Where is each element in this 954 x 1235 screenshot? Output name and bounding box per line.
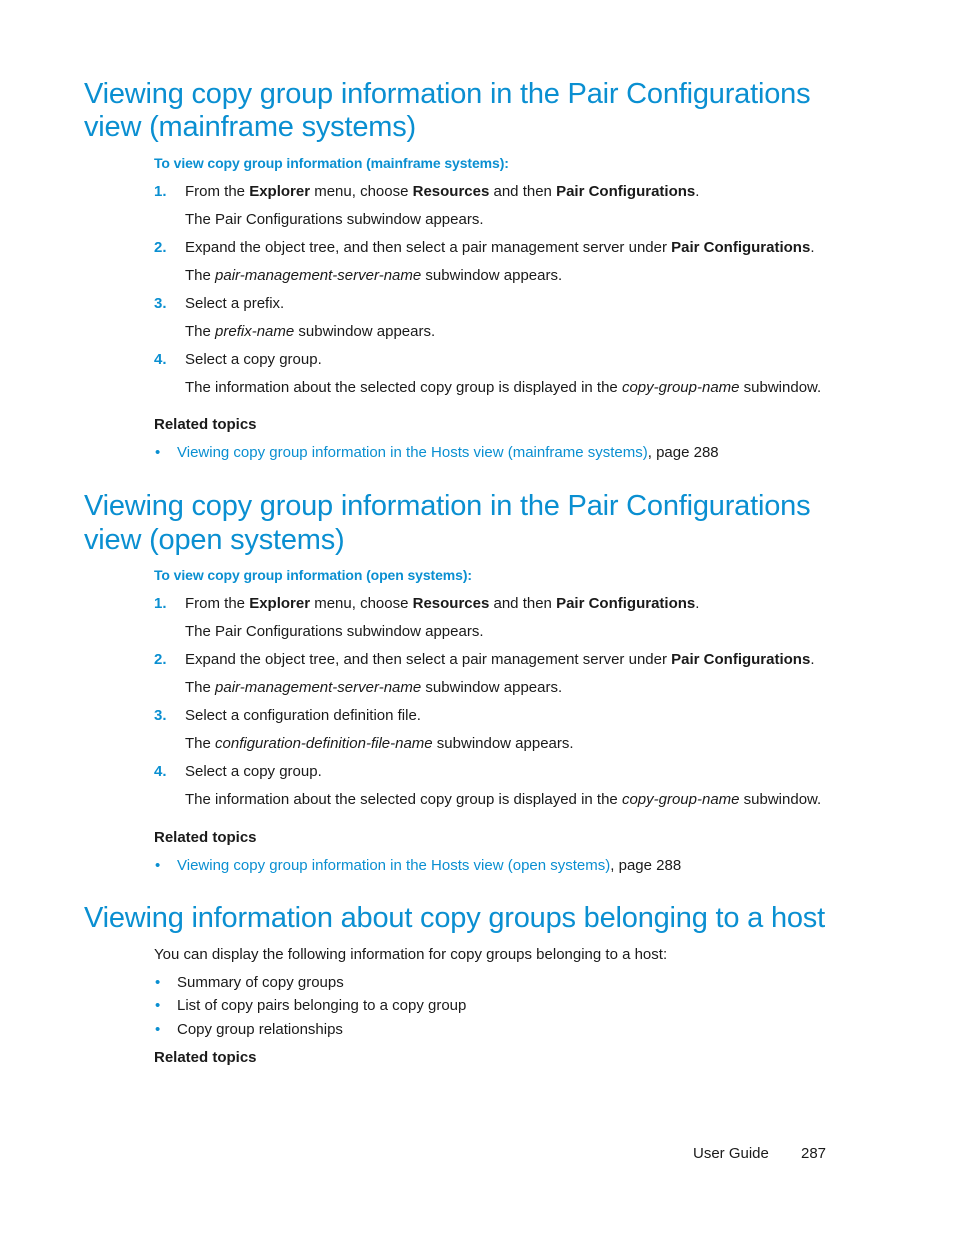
- procedure-heading: To view copy group information (open systems):: [154, 567, 472, 583]
- bullet-icon: •: [155, 997, 161, 1014]
- list-item: Copy group relationships: [177, 1021, 343, 1038]
- step-number: 2.: [154, 651, 167, 668]
- related-topic-item: Viewing copy group information in the Hosts view (mainframe systems), page 288: [177, 444, 719, 461]
- step-result: The information about the selected copy group is displayed in the copy-group-name subwindow.: [185, 379, 822, 396]
- list-item: List of copy pairs belonging to a copy group: [177, 997, 467, 1014]
- bullet-icon: •: [155, 974, 161, 991]
- step-text: Expand the object tree, and then select a pair management server under Pair Configurations.: [185, 651, 815, 668]
- step-text: Select a prefix.: [185, 295, 285, 312]
- section-title: Viewing information about copy groups belonging to a host: [84, 902, 825, 934]
- step-number: 1.: [154, 183, 167, 200]
- step-text: From the Explorer menu, choose Resources and then Pair Configurations.: [185, 183, 700, 200]
- list-item: Summary of copy groups: [177, 974, 344, 991]
- step-result: The configuration-definition-file-name subwindow appears.: [185, 735, 574, 752]
- step-number: 2.: [154, 239, 167, 256]
- section-title: Viewing copy group information in the Pair Configurations: [84, 78, 811, 110]
- intro-paragraph: You can display the following information for copy groups belonging to a host:: [154, 946, 668, 963]
- step-result: The information about the selected copy group is displayed in the copy-group-name subwindow.: [185, 791, 822, 808]
- step-result: The pair-management-server-name subwindow appears.: [185, 679, 563, 696]
- step-result: The pair-management-server-name subwindow appears.: [185, 267, 563, 284]
- section-title-continued: view (open systems): [84, 524, 345, 556]
- step-result: The Pair Configurations subwindow appears.: [185, 211, 484, 228]
- related-topic-link[interactable]: Viewing copy group information in the Hosts view (open systems): [177, 857, 611, 874]
- related-topic-link[interactable]: Viewing copy group information in the Hosts view (mainframe systems): [177, 444, 648, 461]
- related-topics-heading: Related topics: [154, 829, 257, 846]
- step-number: 1.: [154, 595, 167, 612]
- footer-guide-label: User Guide: [693, 1145, 769, 1162]
- related-topic-item: Viewing copy group information in the Hosts view (open systems), page 288: [177, 857, 682, 874]
- bullet-icon: •: [155, 444, 161, 461]
- step-number: 4.: [154, 763, 167, 780]
- bullet-icon: •: [155, 1021, 161, 1038]
- related-topics-heading: Related topics: [154, 1049, 257, 1066]
- step-text: Expand the object tree, and then select a pair management server under Pair Configurations.: [185, 239, 815, 256]
- step-result: The Pair Configurations subwindow appears.: [185, 623, 484, 640]
- step-number: 3.: [154, 707, 167, 724]
- section-title-continued: view (mainframe systems): [84, 111, 416, 143]
- page-number: 287: [801, 1145, 827, 1162]
- step-number: 4.: [154, 351, 167, 368]
- procedure-heading: To view copy group information (mainframe systems):: [154, 155, 509, 171]
- section-title: Viewing copy group information in the Pair Configurations: [84, 490, 811, 522]
- step-result: The prefix-name subwindow appears.: [185, 323, 436, 340]
- step-text: From the Explorer menu, choose Resources and then Pair Configurations.: [185, 595, 700, 612]
- bullet-icon: •: [155, 857, 161, 874]
- related-topics-heading: Related topics: [154, 416, 257, 433]
- step-text: Select a copy group.: [185, 763, 322, 780]
- step-number: 3.: [154, 295, 167, 312]
- step-text: Select a configuration definition file.: [185, 707, 421, 724]
- step-text: Select a copy group.: [185, 351, 322, 368]
